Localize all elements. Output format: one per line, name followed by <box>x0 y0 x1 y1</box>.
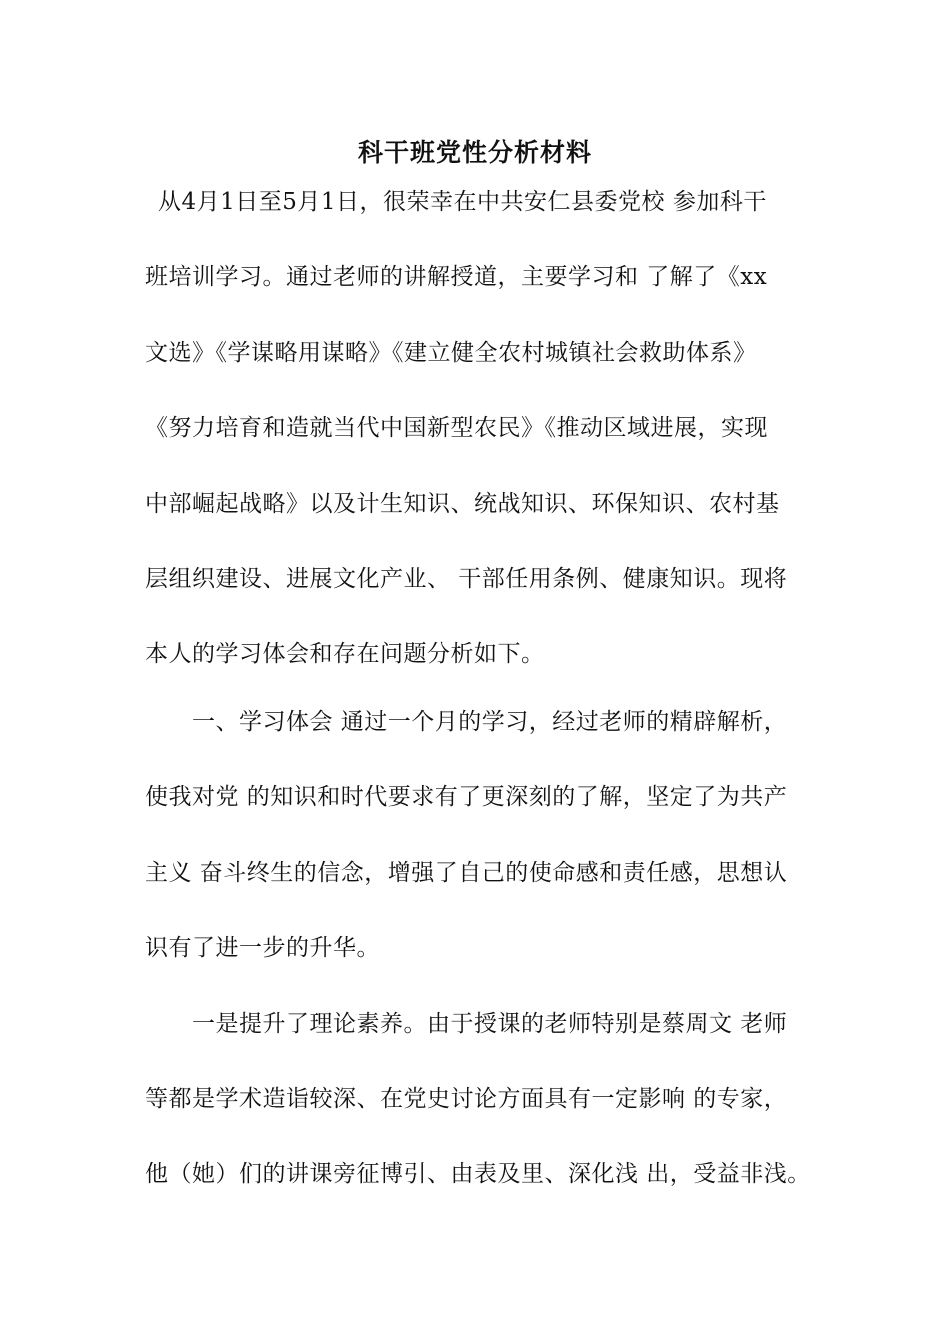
paragraph-line: 本人的学习体会和存在问题分析如下。 <box>145 641 545 667</box>
paragraph-line: 《努力培育和造就当代中国新型农民》《推动区域进展，实现 <box>145 415 768 441</box>
paragraph-line: 中部崛起战略》以及计生知识、统战知识、环保知识、农村基 <box>145 491 780 517</box>
paragraph-line: 识有了进一步的升华。 <box>145 935 380 961</box>
paragraph-line: 一、学习体会 通过一个月的学习，经过老师的精辟解析， <box>192 709 788 735</box>
paragraph-line: 层组织建设、进展文化产业、 干部任用条例、健康知识。现将 <box>145 566 788 592</box>
paragraph-line: 等都是学术造诣较深、在党史讨论方面具有一定影响 的专家， <box>145 1086 788 1112</box>
document-title: 科干班党性分析材料 <box>357 138 592 167</box>
paragraph-line: 使我对党 的知识和时代要求有了更深刻的了解，坚定了为共产 <box>145 784 788 810</box>
paragraph-line: 他（她）们的讲课旁征博引、由表及里、深化浅 出，受益非浅。 <box>145 1161 811 1187</box>
paragraph-line: 班培训学习。通过老师的讲解授道，主要学习和 了解了《xx <box>145 264 768 290</box>
paragraph-line: 主义 奋斗终生的信念，增强了自己的使命感和责任感，思想认 <box>145 860 788 886</box>
paragraph-line: 文选》《学谋略用谋略》《建立健全农村城镇社会救助体系》 <box>145 340 757 366</box>
paragraph-line: 一是提升了理论素养。由于授课的老师特别是蔡周文 老师 <box>192 1011 788 1037</box>
paragraph-line: 从4月1日至5月1日，很荣幸在中共安仁县委党校 参加科干 <box>158 189 767 215</box>
